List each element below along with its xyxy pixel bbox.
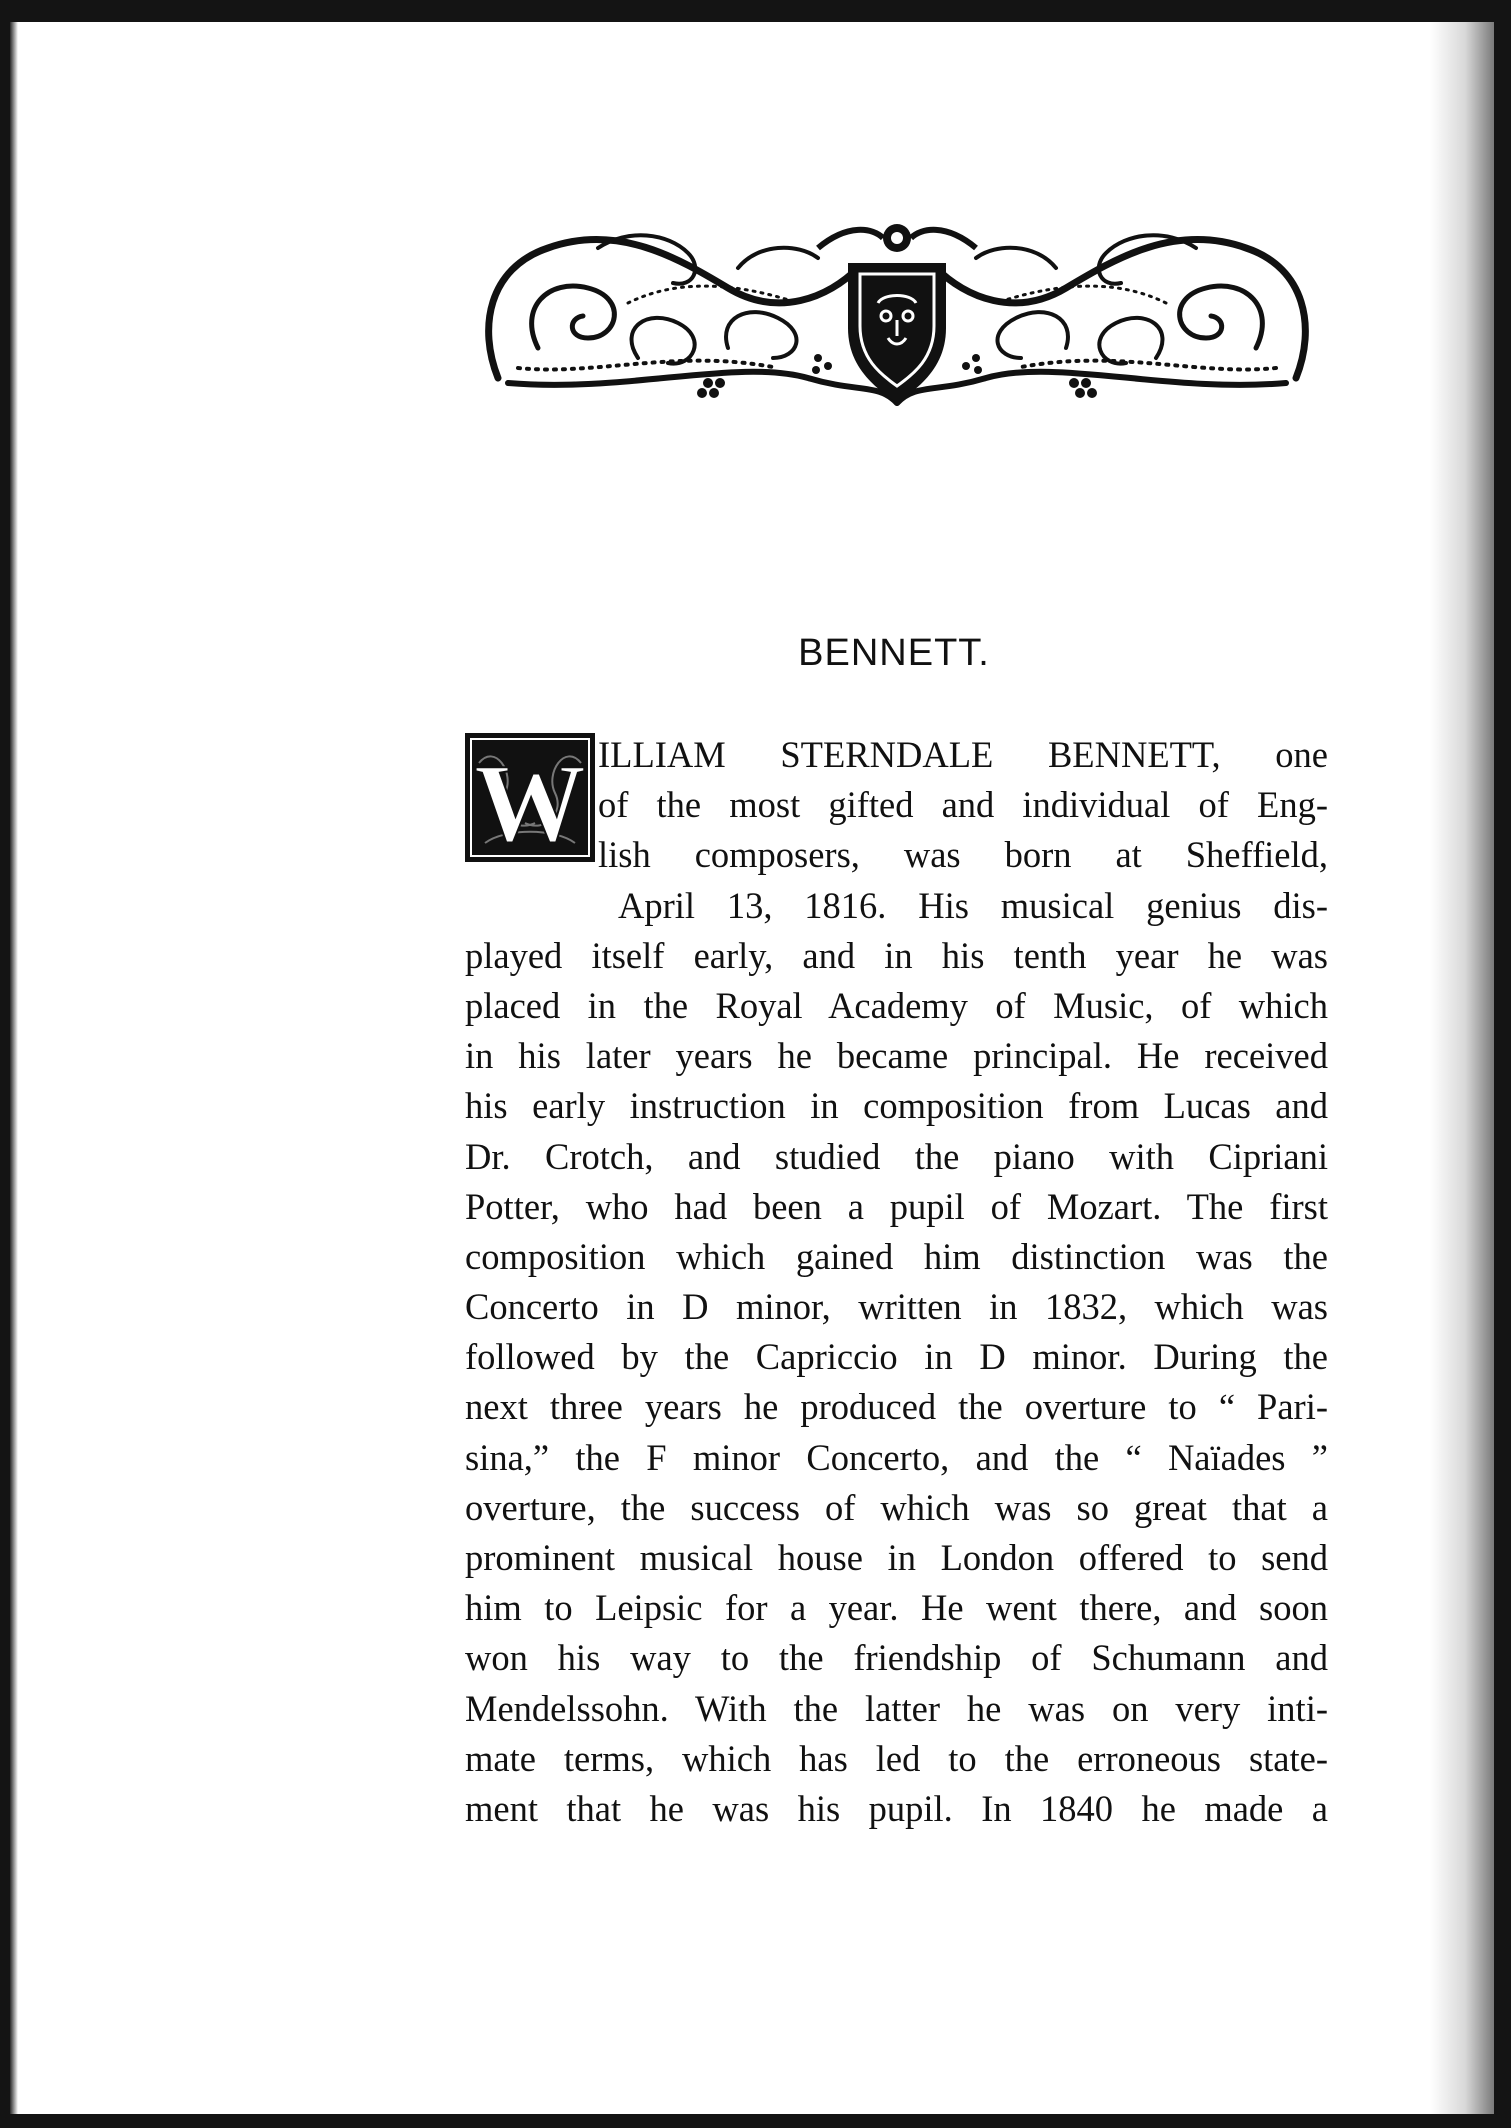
text-line: Potter, who had been a pupil of Mozart. The first — [465, 1185, 1328, 1227]
text-line: lish composers, was born at Sheffield, — [598, 834, 1328, 876]
page-edge-shadow-right — [1430, 22, 1494, 2114]
body-text — [465, 730, 1328, 1834]
text-line: him to Leipsic for a year. He went there, and soon — [465, 1587, 1328, 1629]
text-line: ILLIAM STERNDALE BENNETT, one — [598, 734, 1328, 775]
text-line: his early instruction in composition from Lucas and — [465, 1085, 1328, 1127]
text-line: next three years he produced the overture to “ Pari- — [465, 1386, 1328, 1428]
page-edge-shadow-left — [10, 22, 18, 2114]
headpiece-ornament — [478, 208, 1316, 414]
text-line: Concerto in D minor, written in 1832, which was — [465, 1286, 1328, 1328]
chapter-title: BENNETT. — [798, 632, 990, 674]
text-line: overture, the success of which was so great that a — [465, 1486, 1328, 1528]
text-line: Mendelssohn. With the latter he was on very inti- — [465, 1687, 1328, 1729]
text-line: placed in the Royal Academy of Music, of which — [465, 984, 1328, 1026]
text-line: composition which gained him distinction was the — [465, 1235, 1328, 1277]
text-line: followed by the Capriccio in D minor. During the — [465, 1336, 1328, 1378]
text-line: ment that he was his pupil. In 1840 he made a — [465, 1787, 1328, 1829]
text-line: mate terms, which has led to the erroneous state- — [465, 1737, 1328, 1779]
drop-cap-letter: W — [474, 742, 586, 862]
text-line: in his later years he became principal. He received — [465, 1035, 1328, 1077]
text-line: of the most gifted and individual of Eng- — [598, 784, 1328, 826]
text-line: won his way to the friendship of Schumann and — [465, 1637, 1328, 1679]
text-line: April 13, 1816. His musical genius dis- — [618, 884, 1328, 926]
text-line: Dr. Crotch, and studied the piano with Cipriani — [465, 1135, 1328, 1177]
text-line: sina,” the F minor Concerto, and the “ Naïades ” — [465, 1436, 1328, 1478]
text-line: played itself early, and in his tenth year he was — [465, 934, 1328, 976]
text-line: prominent musical house in London offered to send — [465, 1537, 1328, 1578]
